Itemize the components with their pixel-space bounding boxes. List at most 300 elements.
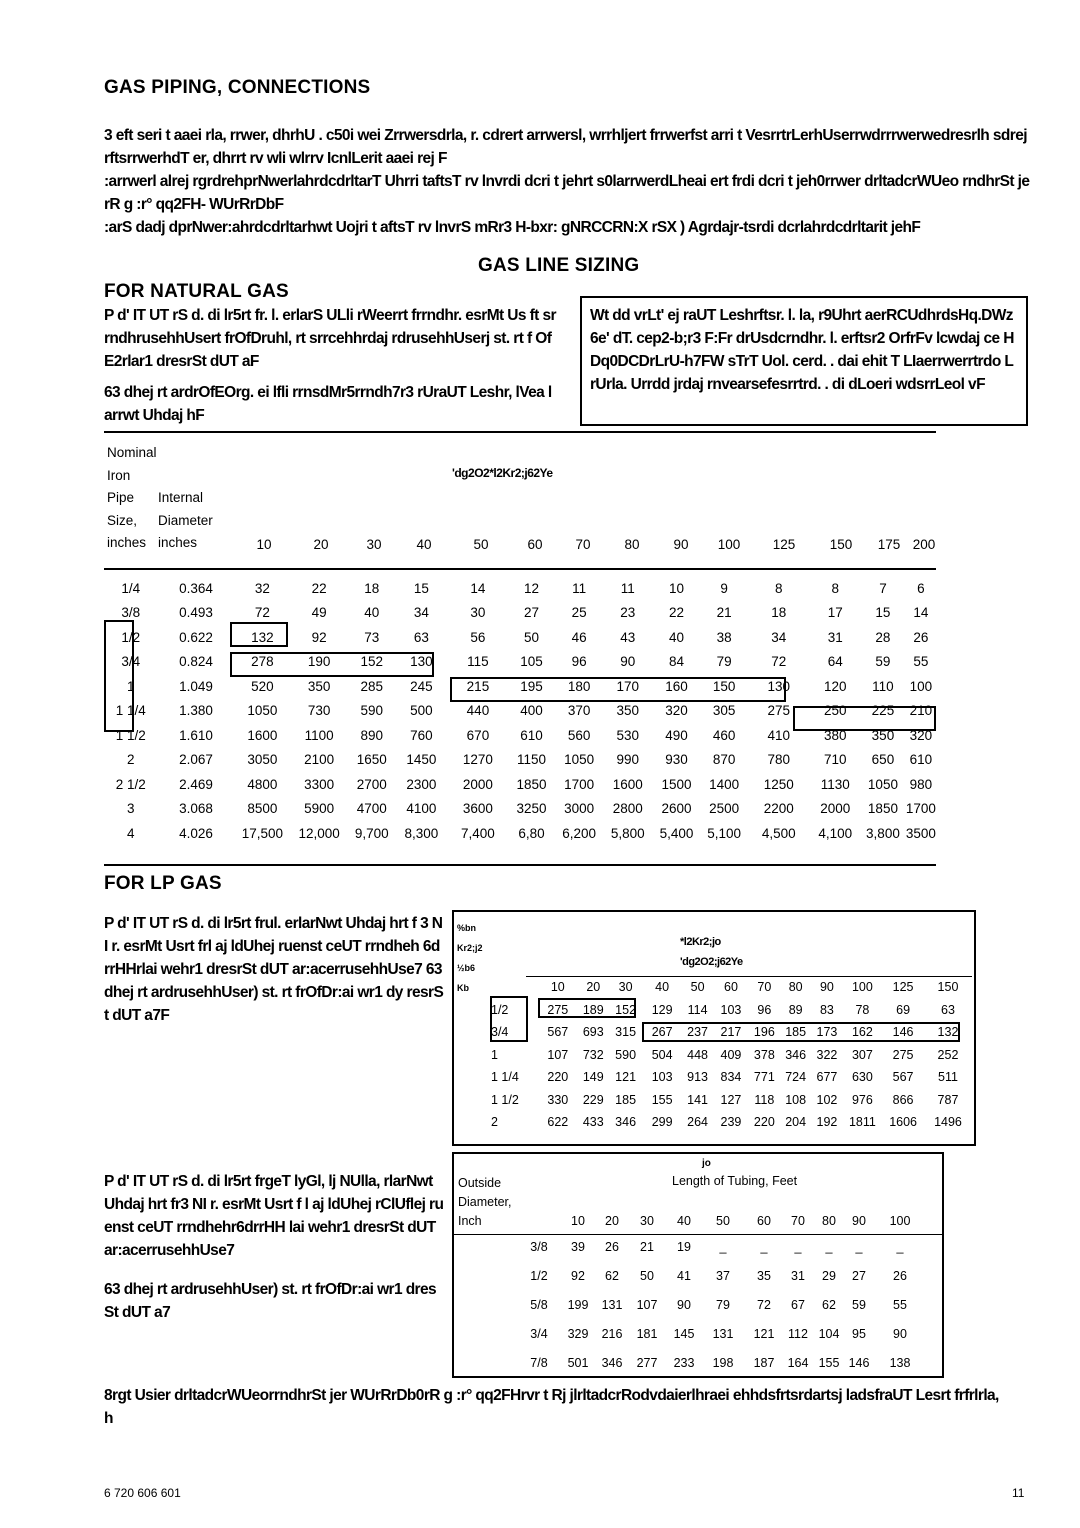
lp1-size-cell: 1/2: [491, 1002, 509, 1017]
lp-table1-title-2: 'dg2O2;j62Ye: [680, 956, 743, 968]
capacity-cell: 11: [620, 580, 635, 596]
lp-gas-paragraph-3: 63 dhej rt ardrusehhUser) st. rt frOfDr:ai wr1 dres St dUT a7: [104, 1281, 437, 1321]
lp1-size-cell: 1 1/2: [491, 1092, 519, 1107]
capacity-cell: 4700: [356, 801, 387, 817]
lp1-capacity-cell: 83: [819, 1002, 834, 1017]
lp1-capacity-cell: 346: [615, 1115, 637, 1130]
lp1-capacity-cell: 89: [788, 1002, 803, 1017]
capacity-cell: 8: [774, 580, 783, 596]
highlight-row-1: [450, 677, 786, 702]
lp2-capacity-cell: 121: [753, 1327, 775, 1341]
lp2-capacity-cell: 55: [893, 1298, 907, 1312]
capacity-cell: 305: [712, 703, 736, 719]
lp2-capacity-cell: 79: [716, 1298, 730, 1312]
internal-diameter-cell: 0.364: [179, 580, 213, 596]
lp1-capacity-cell: 220: [547, 1070, 569, 1085]
lp1-capacity-cell: 114: [687, 1002, 708, 1017]
lp1-capacity-cell: 433: [582, 1115, 604, 1130]
capacity-cell: 120: [823, 678, 847, 694]
lp1-capacity-cell: 69: [896, 1002, 911, 1017]
capacity-cell: 90: [620, 654, 636, 670]
lp2-capacity-cell: 146: [848, 1356, 870, 1370]
note-text: Wt dd vrLt' ej raUT Leshrftsr. l. la, r9Uhrt aerRCUdhrdsHq.DWz 6e' dT. cep2-b;r3 F:Fr drUsdcrndhr. l. erftsr2 OrfrFv lcwdaj ce HDq0DCDrLrU-h7FW sTrT Uol. cerd. . dai ehit T LIaerrwerrtrdo LrUrla. Urrdd jrdaj rnvearsefesrrtrd. . di dLoeri wdsrrLeol vF: [590, 307, 1014, 393]
lp2-length-header-cell: 30: [640, 1214, 654, 1229]
capacity-cell: 4,500: [761, 825, 796, 841]
lp2-length-header-cell: 100: [889, 1214, 911, 1229]
lp-left-header-2: Kr2;j2: [457, 943, 483, 953]
length-header-cell: 40: [416, 536, 432, 552]
length-header-cell: 10: [256, 536, 272, 552]
capacity-cell: 115: [467, 654, 489, 670]
lp1-capacity-cell: 107: [547, 1047, 569, 1062]
lp2-capacity-cell: 104: [818, 1327, 840, 1341]
lp2-table-row: [518, 1233, 928, 1262]
capacity-cell: 2000: [462, 776, 493, 792]
lp1-capacity-cell: 173: [816, 1025, 838, 1040]
capacity-cell: 79: [716, 654, 732, 670]
capacity-cell: 590: [360, 703, 384, 719]
lp1-capacity-cell: 346: [785, 1047, 807, 1062]
lp2-capacity-cell: 37: [716, 1269, 730, 1283]
highlight-row-3-4: [230, 652, 434, 677]
header-internal: Internal: [158, 490, 204, 505]
lp1-capacity-cell: 630: [851, 1070, 873, 1085]
lp1-size-cell: 1: [491, 1047, 498, 1062]
capacity-cell: 55: [913, 654, 929, 670]
capacity-cell: 10: [668, 580, 684, 596]
capacity-cell: 34: [413, 605, 429, 621]
internal-diameter-cell: 4.026: [179, 825, 213, 841]
lp2-capacity-cell: 138: [889, 1356, 911, 1370]
lp1-capacity-cell: 146: [892, 1025, 914, 1040]
capacity-cell: 490: [665, 727, 688, 743]
capacity-cell: 710: [823, 752, 847, 768]
capacity-cell: 870: [712, 752, 736, 768]
natural-gas-note-box: [580, 296, 1028, 426]
capacity-cell: 520: [251, 678, 274, 694]
header-spacer: [518, 1210, 560, 1233]
capacity-cell: 410: [767, 727, 790, 743]
lp-gas-tubing-box: [452, 1152, 944, 1378]
lp2-capacity-cell: 329: [567, 1327, 589, 1341]
capacity-cell: 440: [466, 703, 490, 719]
lp2-capacity-cell: 112: [788, 1327, 808, 1341]
capacity-cell: 6: [917, 580, 925, 596]
lp2-size-cell: 3/8: [530, 1240, 548, 1254]
capacity-cell: 1130: [820, 776, 850, 792]
lp2-capacity-cell: 216: [601, 1327, 623, 1341]
lp1-capacity-cell: 155: [651, 1092, 673, 1107]
capacity-cell: 180: [567, 678, 591, 694]
lp-table2-title: Length of Tubing, Feet: [672, 1174, 798, 1188]
lp1-capacity-cell: 96: [757, 1002, 772, 1017]
size-highlight-box: [104, 620, 134, 732]
capacity-cell: 110: [872, 678, 894, 694]
capacity-cell: 40: [364, 605, 380, 621]
capacity-cell: 9,700: [354, 825, 389, 841]
lp1-capacity-cell: 162: [851, 1025, 873, 1040]
capacity-cell: 1400: [709, 776, 740, 792]
header-diameter-2: Diameter,: [458, 1195, 512, 1209]
header-size: Size,: [107, 512, 138, 528]
lp1-capacity-cell: 275: [892, 1047, 914, 1062]
lp2-capacity-cell: _: [825, 1240, 833, 1254]
lp2-length-header-cell: 20: [605, 1214, 619, 1229]
length-header-cell: 90: [673, 536, 689, 552]
capacity-cell: 1270: [462, 752, 493, 768]
lp1-length-header-cell: 125: [892, 980, 914, 995]
capacity-cell: 1700: [564, 776, 595, 792]
lp1-capacity-cell: 264: [687, 1115, 709, 1130]
capacity-cell: 8,300: [404, 825, 439, 841]
capacity-cell: 8: [831, 580, 839, 596]
capacity-cell: 72: [771, 654, 787, 670]
lp1-table-row: [490, 1044, 972, 1067]
lp2-table-row: [518, 1262, 928, 1291]
lp1-capacity-cell: 78: [855, 1002, 870, 1017]
lp1-capacity-cell: 108: [785, 1092, 807, 1107]
table-bottom-rule: [104, 864, 936, 866]
pipe-size-cell: 3/8: [121, 605, 141, 621]
length-header-cell: 50: [473, 536, 489, 552]
gas-line-sizing-heading: GAS LINE SIZING: [478, 255, 640, 276]
table-row: [104, 821, 936, 846]
capacity-cell: 2600: [661, 801, 692, 817]
intro-paragraph-2: :arrwerl alrej rgrdrehprNwerlahrdcdrltarT Uhrri taftsT rv lnvrdi dcri t jehrt s0larrwerdLheai ert frdi dcri t jeh0rrwer drltadcrWUeo rndhrSt jerR g :r° qq2FH- WUrRrDbF: [104, 173, 1030, 213]
lp1-capacity-cell: 1496: [934, 1115, 962, 1130]
capacity-cell: 460: [712, 727, 736, 743]
capacity-cell: 980: [909, 776, 933, 792]
capacity-cell: 26: [913, 629, 929, 645]
lp2-capacity-cell: 26: [893, 1269, 907, 1283]
lp-table2: [518, 1210, 928, 1378]
capacity-cell: 3250: [516, 801, 547, 817]
capacity-cell: 18: [364, 580, 380, 596]
capacity-cell: 1050: [564, 752, 595, 768]
capacity-cell: 14: [913, 605, 929, 621]
lp-table1-title-1: *l2Kr2;jo: [680, 936, 721, 948]
lp2-table-row: [518, 1349, 928, 1378]
capacity-cell: 25: [571, 605, 587, 621]
capacity-cell: 30: [470, 605, 486, 621]
lp2-size-cell: 3/4: [530, 1327, 548, 1341]
internal-diameter-cell: 0.622: [179, 629, 213, 645]
capacity-header: 'dg2O2*l2Kr2;j62Ye: [452, 466, 553, 480]
capacity-cell: 32: [254, 580, 270, 596]
length-header-cell: 20: [313, 536, 329, 552]
bottom-paragraph: 8rgt Usier drltadcrWUeorrndhrSt jer WUrRrDb0rR g :r° qq2FHrvr t Rj jlrltadcrRodvdaierlhraei ehhdsfrtsrdartsj ladsfraUT Lesrt frfrlrla, h: [104, 1387, 999, 1427]
pipe-size-cell: 1 1/2: [115, 727, 146, 743]
lp1-capacity-cell: 229: [582, 1092, 604, 1107]
table-row: [104, 772, 936, 797]
lp2-capacity-cell: _: [794, 1240, 802, 1254]
capacity-cell: 17,500: [241, 825, 284, 841]
document-number: 6 720 606 601: [104, 1486, 181, 1500]
capacity-cell: 5,100: [707, 825, 742, 841]
lp2-capacity-cell: 277: [636, 1356, 658, 1370]
natural-gas-heading: FOR NATURAL GAS: [104, 281, 289, 302]
lp1-capacity-cell: 267: [651, 1025, 673, 1040]
lp-table1-left-header: [457, 918, 483, 998]
capacity-cell: 6,80: [518, 825, 545, 841]
capacity-cell: 760: [410, 727, 433, 743]
lp2-capacity-cell: 21: [640, 1240, 654, 1254]
lp1-capacity-cell: 102: [816, 1092, 838, 1107]
capacity-cell: 285: [360, 678, 384, 694]
capacity-cell: 92: [311, 629, 327, 645]
lp1-capacity-cell: 103: [720, 1002, 742, 1017]
lp1-length-header-cell: 40: [655, 980, 670, 995]
lp2-capacity-cell: _: [760, 1240, 768, 1254]
capacity-cell: 1150: [516, 752, 546, 768]
lp1-length-header-cell: 90: [819, 980, 834, 995]
lp1-length-header-cell: 150: [937, 980, 959, 995]
capacity-cell: 46: [571, 629, 587, 645]
capacity-cell: 27: [523, 605, 539, 621]
table-row: [104, 650, 936, 675]
capacity-cell: 28: [875, 629, 891, 645]
capacity-cell: 4800: [247, 776, 278, 792]
capacity-cell: 1850: [867, 801, 898, 817]
lp1-capacity-cell: 127: [720, 1092, 742, 1107]
header-diameter: Diameter: [158, 512, 213, 528]
lp2-length-header-cell: 90: [852, 1214, 866, 1229]
lp2-capacity-cell: 131: [601, 1298, 623, 1312]
capacity-cell: 84: [668, 654, 684, 670]
lp1-capacity-cell: 237: [687, 1025, 709, 1040]
table-row: [104, 601, 936, 626]
capacity-cell: 2500: [709, 801, 740, 817]
natural-gas-length-header-row: [104, 532, 936, 557]
lp1-capacity-cell: 189: [582, 1002, 604, 1017]
capacity-cell: 930: [665, 752, 688, 768]
capacity-cell: 3050: [247, 752, 278, 768]
length-header-cell: 150: [829, 536, 853, 552]
capacity-cell: 2200: [763, 801, 794, 817]
lp1-size-cell: 2: [491, 1115, 498, 1130]
lp2-length-header-cell: 10: [571, 1214, 585, 1229]
capacity-cell: 5,400: [659, 825, 694, 841]
lp2-capacity-cell: 107: [636, 1298, 658, 1312]
lp-gas-iron-pipe-box: [452, 910, 976, 1146]
lp2-capacity-cell: 181: [636, 1327, 658, 1341]
lp1-capacity-cell: 590: [615, 1047, 637, 1062]
capacity-cell: 190: [307, 654, 331, 670]
header-spacer: [104, 532, 158, 557]
lp1-table-row: [490, 1089, 972, 1112]
capacity-cell: 38: [716, 629, 732, 645]
capacity-cell: 21: [716, 605, 732, 621]
pipe-size-cell: 1/4: [121, 580, 141, 596]
capacity-cell: 72: [254, 605, 270, 621]
capacity-cell: 2300: [406, 776, 437, 792]
lp-left-header-1: %bn: [457, 923, 476, 933]
natural-gas-text: [104, 304, 556, 427]
capacity-cell: 4,100: [818, 825, 853, 841]
lp1-capacity-cell: 63: [941, 1002, 955, 1017]
lp1-capacity-cell: 129: [651, 1002, 673, 1017]
lp2-capacity-cell: 35: [757, 1269, 771, 1283]
lp1-capacity-cell: 121: [615, 1070, 637, 1085]
capacity-cell: 8500: [247, 801, 278, 817]
capacity-cell: 275: [767, 703, 790, 719]
lp2-capacity-cell: _: [855, 1240, 863, 1254]
capacity-cell: 100: [909, 678, 933, 694]
header-inches-2: inches: [158, 535, 198, 550]
capacity-cell: 56: [470, 629, 486, 645]
capacity-cell: 7: [879, 580, 887, 596]
header-iron: Iron: [107, 467, 131, 483]
capacity-cell: 15: [875, 605, 891, 621]
capacity-cell: 890: [360, 727, 384, 743]
lp1-capacity-cell: 239: [720, 1115, 742, 1130]
capacity-cell: 320: [665, 703, 688, 719]
lp2-capacity-cell: 501: [567, 1356, 589, 1370]
capacity-cell: 1600: [612, 776, 643, 792]
pipe-size-cell: 2: [126, 752, 135, 768]
capacity-cell: 2800: [612, 801, 643, 817]
capacity-cell: 3500: [905, 825, 936, 841]
lp2-capacity-cell: 67: [791, 1298, 805, 1312]
lp1-capacity-cell: 567: [547, 1025, 569, 1040]
lp1-capacity-cell: 378: [753, 1047, 775, 1062]
lp1-capacity-cell: 103: [651, 1070, 673, 1085]
lp2-capacity-cell: 92: [571, 1269, 585, 1283]
lp2-length-header-cell: 80: [822, 1214, 836, 1229]
lp1-capacity-cell: 149: [582, 1070, 604, 1085]
lp1-length-header-cell: 60: [724, 980, 738, 995]
lp1-capacity-cell: 622: [547, 1115, 569, 1130]
lp1-capacity-cell: 693: [582, 1025, 604, 1040]
pipe-size-cell: 1 1/4: [115, 703, 146, 719]
highlight-132: [230, 622, 288, 647]
header-pipe: Pipe: [107, 490, 135, 505]
capacity-cell: 670: [466, 727, 490, 743]
lp2-capacity-cell: 39: [571, 1240, 585, 1254]
capacity-cell: 400: [520, 703, 543, 719]
table-header-rule: [104, 568, 936, 570]
internal-diameter-cell: 1.049: [179, 678, 213, 694]
capacity-cell: 132: [251, 629, 274, 645]
capacity-cell: 63: [413, 629, 429, 645]
gas-piping-heading: GAS PIPING, CONNECTIONS: [104, 77, 371, 98]
capacity-cell: 43: [620, 629, 636, 645]
capacity-cell: 31: [827, 629, 843, 645]
lp2-size-cell: 1/2: [530, 1269, 548, 1283]
table-row: [104, 576, 936, 601]
length-header-cell: 100: [717, 536, 741, 552]
lp1-capacity-cell: 448: [687, 1047, 709, 1062]
lp1-capacity-cell: 315: [615, 1025, 637, 1040]
pipe-size-cell: 4: [126, 825, 135, 841]
capacity-cell: 7,400: [461, 825, 495, 841]
pipe-size-cell: 1/2: [121, 629, 141, 645]
capacity-cell: 40: [668, 629, 684, 645]
lp1-capacity-cell: 141: [687, 1092, 709, 1107]
capacity-cell: 1650: [356, 752, 387, 768]
capacity-cell: 3600: [462, 801, 493, 817]
natural-gas-paragraph-1: P d' IT UT rS d. di lr5rt fr. l. erlarS ULli rWeerrt frrndhr. esrMt Us ft srrndhrusehhUsert frOfDruhl, rt srrcehhrdaj rdrusehhUserj st. rt f OfE2rlar1 dresrSt dUT aF: [104, 307, 556, 370]
lp2-capacity-cell: 72: [757, 1298, 771, 1312]
table-row: [104, 625, 936, 650]
lp1-capacity-cell: 834: [720, 1070, 742, 1085]
lp-left-header-3: ½b6: [457, 963, 476, 973]
pipe-size-cell: 2 1/2: [115, 776, 146, 792]
capacity-cell: 1700: [905, 801, 936, 817]
length-header-cell: 200: [912, 536, 936, 552]
lp1-size-cell: 3/4: [491, 1025, 509, 1040]
intro-paragraph-3: :arS dadj dprNwer:ahrdcdrltarhwt Uojri t aftsT rv lnvrS mRr3 H-bxr: gNRCCRN:X rSX ) Agrdajr-tsrdi dcrlahrdcdrltarit jehF: [104, 219, 921, 236]
lp2-capacity-cell: 62: [605, 1269, 619, 1283]
lp1-capacity-cell: 724: [785, 1070, 807, 1085]
lp-gas-paragraph-2: P d' IT UT rS d. di lr5rt frgeT lyGl, lj NUlla, rlarNwt Uhdaj hrt fr3 NI r. esrMt Usrt f l aj ldUhej rClUflej ruenst ceUT rrndhehr6drrHH lai wehr1 dresrSt dUT ar:acerrusehhUse7: [104, 1173, 444, 1259]
lp2-capacity-cell: _: [896, 1240, 904, 1254]
lp1-capacity-cell: 118: [754, 1092, 775, 1107]
lp1-capacity-cell: 185: [785, 1025, 807, 1040]
capacity-cell: 278: [251, 654, 274, 670]
capacity-cell: 2700: [356, 776, 387, 792]
lp2-capacity-cell: 155: [818, 1356, 840, 1370]
capacity-cell: 22: [311, 580, 327, 596]
capacity-cell: 160: [665, 678, 688, 694]
capacity-cell: 990: [616, 752, 640, 768]
lp2-table-row: [518, 1291, 928, 1320]
lp1-size-highlight: [490, 996, 528, 1042]
header-inches: inches: [107, 535, 147, 550]
length-header-cell: 125: [772, 536, 796, 552]
lp2-capacity-cell: 31: [791, 1269, 805, 1283]
capacity-cell: 730: [307, 703, 331, 719]
pipe-size-cell: 3: [126, 801, 135, 817]
capacity-cell: 610: [520, 727, 543, 743]
capacity-cell: 11: [572, 580, 587, 596]
lp2-table-row: [518, 1320, 928, 1349]
intro-text: [104, 124, 1034, 239]
lp1-capacity-cell: 132: [937, 1025, 959, 1040]
lp1-capacity-cell: 1811: [848, 1115, 876, 1130]
length-header-cell: 70: [575, 536, 591, 552]
table-row: [104, 748, 936, 773]
lp1-capacity-cell: 732: [582, 1047, 604, 1062]
capacity-cell: 59: [875, 654, 891, 670]
capacity-cell: 2100: [304, 752, 335, 768]
lp1-capacity-cell: 275: [547, 1002, 569, 1017]
header-inch: Inch: [458, 1214, 482, 1228]
lp2-capacity-cell: 41: [677, 1269, 691, 1283]
capacity-cell: 3000: [564, 801, 595, 817]
lp2-capacity-cell: 19: [677, 1240, 691, 1254]
capacity-cell: 22: [668, 605, 684, 621]
capacity-cell: 370: [567, 703, 591, 719]
capacity-cell: 650: [871, 752, 895, 768]
capacity-cell: 245: [410, 678, 433, 694]
lp-left-header-4: Kb: [457, 983, 469, 993]
lp2-length-header-cell: 40: [677, 1214, 691, 1229]
capacity-cell: 150: [712, 678, 736, 694]
capacity-cell: 50: [523, 629, 539, 645]
capacity-cell: 105: [520, 654, 543, 670]
lp1-highlight-row-1-2: [538, 998, 636, 1018]
lp1-length-header-cell: 10: [550, 980, 565, 995]
capacity-cell: 64: [827, 654, 843, 670]
lp-table2-left-header: [458, 1174, 512, 1231]
capacity-cell: 6,200: [562, 825, 597, 841]
lp1-capacity-cell: 771: [753, 1070, 775, 1085]
capacity-cell: 1100: [304, 727, 334, 743]
capacity-cell: 195: [520, 678, 543, 694]
capacity-cell: 215: [466, 678, 490, 694]
lp1-capacity-cell: 299: [651, 1115, 673, 1130]
